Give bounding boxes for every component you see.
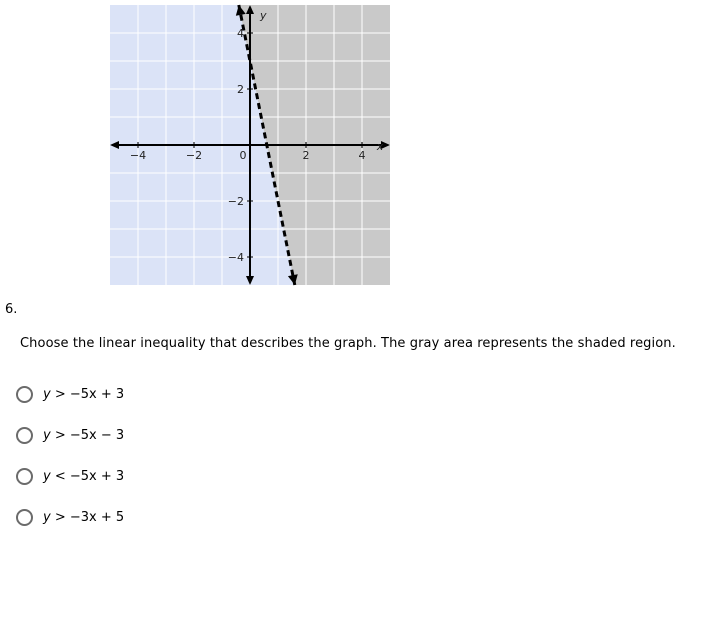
choice-3[interactable] xyxy=(14,464,124,488)
choice-4[interactable] xyxy=(14,505,124,529)
choice-label: y < −5x + 3 xyxy=(43,468,125,484)
y-tick-label: 4 xyxy=(237,27,244,40)
x-tick-label: −4 xyxy=(129,149,147,162)
radio-button[interactable] xyxy=(16,427,33,444)
choice-label: y > −3x + 5 xyxy=(43,509,125,525)
radio-button[interactable] xyxy=(16,386,33,403)
choice-2[interactable] xyxy=(14,423,124,447)
question-number: 6. xyxy=(5,302,18,317)
x-tick-label: 0 xyxy=(239,149,247,162)
choice-1[interactable] xyxy=(14,382,124,406)
coordinate-plane xyxy=(0,0,712,300)
choice-label: y > −5x − 3 xyxy=(43,427,125,443)
answer-choices xyxy=(14,382,124,546)
y-tick-label: −4 xyxy=(227,251,244,264)
y-axis-label: y xyxy=(260,9,267,22)
x-tick-label: −2 xyxy=(185,149,203,162)
choice-label: y > −5x + 3 xyxy=(43,386,125,402)
x-axis-label: x xyxy=(376,140,384,153)
x-tick-label: 2 xyxy=(302,149,310,162)
y-tick-label: 2 xyxy=(237,83,244,96)
radio-button[interactable] xyxy=(16,468,33,485)
graph-figure xyxy=(0,0,712,300)
x-tick-label: 4 xyxy=(358,149,366,162)
radio-button[interactable] xyxy=(16,509,33,526)
y-tick-label: −2 xyxy=(227,195,244,208)
question-prompt: Choose the linear inequality that describes the graph. The gray area represents the shaded region. xyxy=(20,336,676,351)
